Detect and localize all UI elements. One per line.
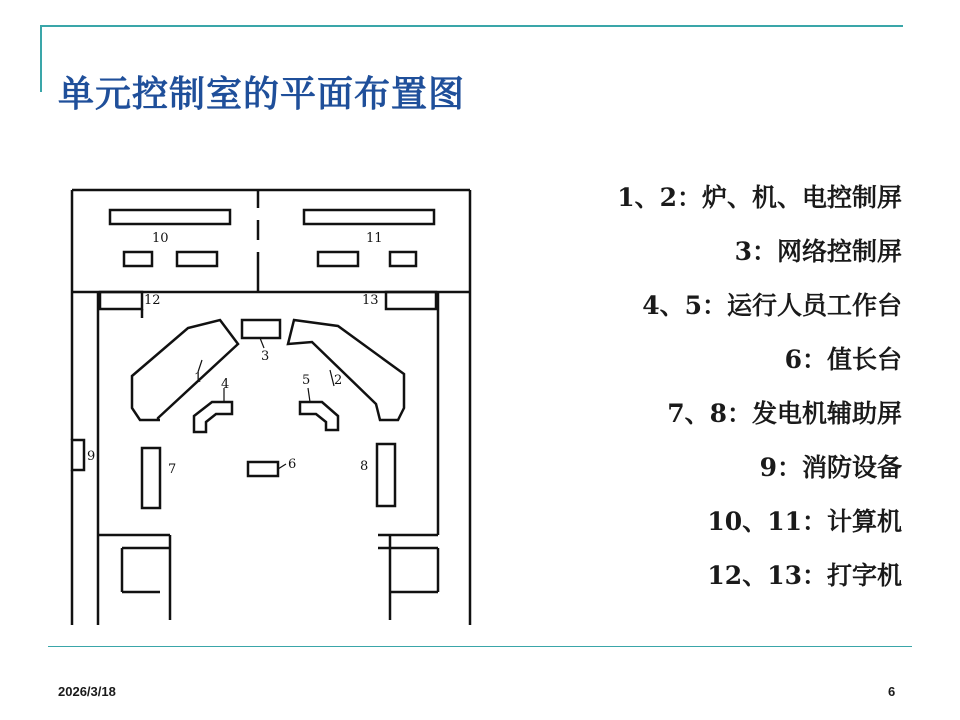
footer-divider <box>48 646 912 647</box>
plan-label-2: 2 <box>334 373 343 388</box>
slide-frame-left-line <box>40 25 42 92</box>
computer-11-b <box>390 252 416 266</box>
computer-11-a <box>318 252 358 266</box>
control-panel-1 <box>132 320 238 420</box>
legend-item-control-panels: 1、2：炉、机、电控制屏 <box>617 183 902 212</box>
network-control-panel-3 <box>242 320 280 338</box>
legend-item-printers: 12、13：打字机 <box>707 561 902 590</box>
plan-label-11: 11 <box>366 231 383 246</box>
legend-item-network-panel: 3：网络控制屏 <box>734 237 902 266</box>
supervisor-desk-6 <box>248 462 278 476</box>
plan-label-12: 12 <box>144 293 161 308</box>
plan-label-3: 3 <box>261 349 270 364</box>
printer-12 <box>100 292 142 309</box>
plan-label-10: 10 <box>152 231 169 246</box>
legend-item-computers: 10、11：计算机 <box>707 507 902 536</box>
legend-item-fire-equipment: 9：消防设备 <box>759 453 902 482</box>
legend-item-supervisor-desk: 6：值长台 <box>784 345 902 374</box>
panel-11-long <box>304 210 434 224</box>
slide-frame-top-line <box>40 25 903 27</box>
plan-label-13: 13 <box>362 293 379 308</box>
legend-item-aux-panels: 7、8：发电机辅助屏 <box>667 399 902 428</box>
plan-label-1: 1 <box>194 371 203 386</box>
plan-label-7: 7 <box>168 462 177 477</box>
panel-10-long <box>110 210 230 224</box>
aux-panel-8 <box>377 444 395 506</box>
footer-date: 2026/3/18 <box>58 684 116 699</box>
printer-13 <box>386 292 436 309</box>
plan-label-4: 4 <box>221 377 230 392</box>
operator-desk-5 <box>300 402 338 430</box>
slide-title: 单元控制室的平面布置图 <box>58 74 466 115</box>
leader-3 <box>260 338 264 348</box>
aux-panel-7 <box>142 448 160 508</box>
leader-5 <box>308 388 310 402</box>
computer-10-a <box>124 252 152 266</box>
plan-label-8: 8 <box>360 459 369 474</box>
legend-item-operator-desks: 4、5：运行人员工作台 <box>642 291 902 320</box>
plan-label-6: 6 <box>288 457 297 472</box>
plan-label-9: 9 <box>87 449 96 464</box>
fire-equipment-9 <box>72 440 84 470</box>
plan-label-5: 5 <box>302 373 311 388</box>
operator-desk-4 <box>194 402 232 432</box>
computer-10-b <box>177 252 217 266</box>
legend-list <box>482 178 902 610</box>
control-panel-2 <box>288 320 404 420</box>
page-number: 6 <box>888 684 896 699</box>
control-room-floor-plan <box>60 180 480 630</box>
